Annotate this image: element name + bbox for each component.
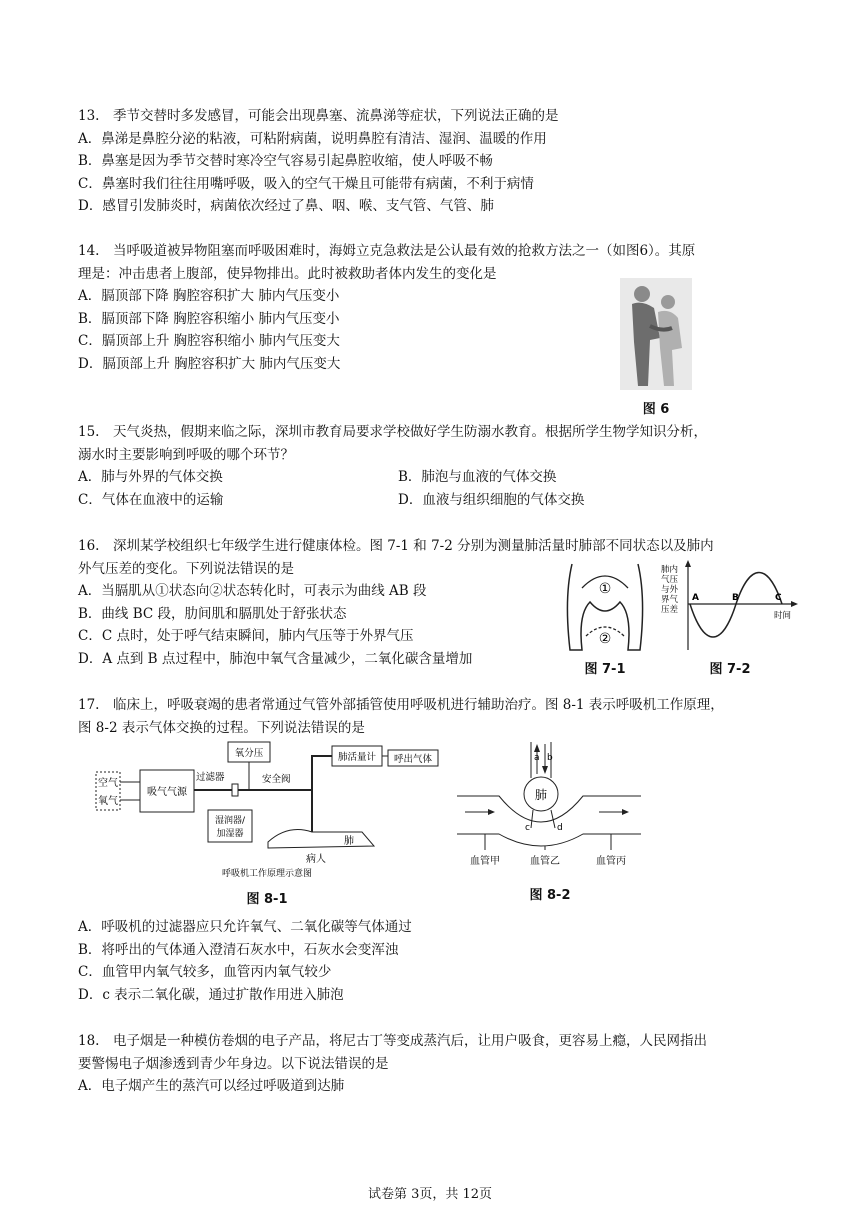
question-16-option-c: C．C 点时，处于呼气结束瞬间，肺内气压等于外界气压 [78,628,414,644]
question-15-option-c: C．气体在血液中的运输 [78,491,224,508]
question-17-stem-line1: 17. 临床上，呼吸衰竭的患者常通过气管外部插管使用呼吸机进行辅助治疗。图 8-1 表示呼吸机工作原理， [78,697,724,713]
label-c: c [525,823,530,833]
safety-valve-label: 安全阀 [262,774,291,785]
oxygen-label: 氧气 [98,796,118,807]
question-13-option-a: A．鼻涕是鼻腔分泌的粘液，可粘附病菌，说明鼻腔有清洁、湿润、温暖的作用 [78,130,547,147]
question-18-stem-line1: 18. 电子烟是一种模仿卷烟的电子产品，将尼古丁等变成蒸汽后，让用户吸食，更容易上瘾，人民网指出 [78,1033,707,1049]
question-16-option-d: D．A 点到 B 点过程中，肺泡中氧气含量减少，二氧化碳含量增加 [78,650,473,667]
figure-6 [620,278,692,417]
question-15-option-a: A．肺与外界的气体交换 [78,469,223,485]
vessel-2-label: 血管乙 [530,856,560,867]
state-2-label: ② [598,631,612,647]
air-label: 空气 [98,778,118,789]
y-label-5: 压差 [661,605,679,615]
label-a: a [534,753,540,763]
figure-8-1-caption: 图 8-1 [246,892,288,907]
y-label-2: 气压 [661,575,679,585]
y-label-4: 界气 [661,595,679,605]
question-17-option-c: C．血管甲内氧气较多，血管丙内氧气较少 [78,964,332,980]
figure-8-1 [92,738,442,907]
figure-7-2 [660,558,800,677]
question-14-stem-line1: 14. 当呼吸道被异物阻塞而呼吸困难时，海姆立克急救法是公认最有效的抢救方法之一（如图6）。其原 [78,243,696,259]
label-d: d [557,823,563,833]
vessel-3-label: 血管丙 [596,856,626,867]
ventilator-title: 呼吸机工作原理示意图 [221,869,313,878]
heimlich-illustration [620,278,692,390]
patient-label: 病人 [306,854,326,865]
figure-8-2 [455,738,645,903]
question-16-option-a: A．当膈肌从①状态向②状态转化时，可表示为曲线 AB 段 [78,583,427,599]
question-17-option-a: A．呼吸机的过滤器应只允许氧气、二氧化碳等气体通过 [78,919,412,935]
lung-label: 肺 [344,836,354,847]
question-15-option-b: B．肺泡与血液的气体交换 [398,469,557,485]
alveolus-label: 肺 [534,788,548,802]
figure-6-caption: 图 6 [642,402,670,417]
question-14-option-c: C．膈顶部上升 胸腔容积缩小 肺内气压变大 [78,333,340,349]
question-15 [78,421,788,511]
pressure-difference-graph [660,558,800,654]
question-13-option-c: C．鼻塞时我们往往用嘴呼吸，吸入的空气干燥且可能带有病菌，不利于病情 [78,175,534,192]
figure-7-1 [560,558,650,677]
question-17-stem-line2: 图 8-2 表示气体交换的过程。下列说法错误的是 [78,719,365,736]
humidifier-label-2: 加湿器 [216,829,244,839]
question-14-option-a: A．膈顶部下降 胸腔容积扩大 肺内气压变小 [78,288,340,304]
question-18-option-a: A．电子烟产生的蒸汽可以经过呼吸道到达肺 [78,1078,345,1094]
question-15-stem-line2: 溺水时主要影响到呼吸的哪个环节？ [78,446,294,463]
figure-7-2-caption: 图 7-2 [709,662,751,677]
question-14-option-b: B．膈顶部下降 胸腔容积缩小 肺内气压变小 [78,310,340,327]
question-17-option-d: D．c 表示二氧化碳，通过扩散作用进入肺泡 [78,986,344,1003]
y-label-1: 肺内 [661,565,679,575]
filter-label: 过滤器 [196,772,225,783]
question-13-option-b: B．鼻塞是因为季节交替时寒冷空气容易引起鼻腔收缩，使人呼吸不畅 [78,153,493,169]
gas-exchange-diagram [455,738,645,874]
question-18-stem-line2: 要警惕电子烟渗透到青少年身边。以下说法错误的是 [78,1055,389,1072]
figure-8-2-caption: 图 8-2 [529,888,571,903]
lung-diaphragm-diagram [560,558,650,654]
question-16-stem-line2: 外气压差的变化。下列说法错误的是 [78,560,294,577]
point-b-label: B [732,593,739,603]
vessel-1-label: 血管甲 [470,856,500,867]
question-13-option-d: D．感冒引发肺炎时，病菌依次经过了鼻、咽、喉、支气管、气管、肺 [78,198,494,214]
point-a-label: A [692,593,699,603]
question-17 [78,694,788,739]
y-label-3: 与外 [661,585,679,595]
spirometer-label: 肺活量计 [337,752,377,763]
page-footer: 试卷第 3页，共 12页 [367,1187,493,1202]
point-c-label: C [775,593,782,603]
label-b: b [547,753,553,763]
question-13 [78,105,788,218]
ventilator-diagram [92,738,442,878]
question-17-option-b: B．将呼出的气体通入澄清石灰水中，石灰水会变浑浊 [78,941,399,958]
gas-source-label: 吸气气源 [147,787,187,798]
state-1-label: ① [598,581,612,597]
question-14-option-d: D．膈顶部上升 胸腔容积扩大 肺内气压变大 [78,355,341,372]
oxygen-pressure-label: 氧分压 [234,748,264,759]
question-14-stem-line2: 理是：冲击患者上腹部，使异物排出。此时被救助者体内发生的变化是 [78,265,497,282]
question-15-option-d: D．血液与组织细胞的气体交换 [398,491,585,508]
question-18 [78,1030,788,1098]
x-axis-label: 时间 [774,611,792,621]
question-15-stem-line1: 15. 天气炎热，假期来临之际，深圳市教育局要求学校做好学生防溺水教育。根据所学生物学知识分析， [78,424,707,440]
question-16-stem-line1: 16. 深圳某学校组织七年级学生进行健康体检。图 7-1 和 7-2 分别为测量肺活量时肺部不同状态以及肺内 [78,538,714,554]
question-13-stem: 13. 季节交替时多发感冒，可能会出现鼻塞、流鼻涕等症状，下列说法正确的是 [78,108,559,124]
question-17-options [78,916,788,1006]
figure-7-1-caption: 图 7-1 [584,662,626,677]
humidifier-label-1: 湿润器/ [214,816,246,826]
exhaled-gas-label: 呼出气体 [393,754,433,765]
question-16-option-b: B．曲线 BC 段，肋间肌和膈肌处于舒张状态 [78,605,347,622]
